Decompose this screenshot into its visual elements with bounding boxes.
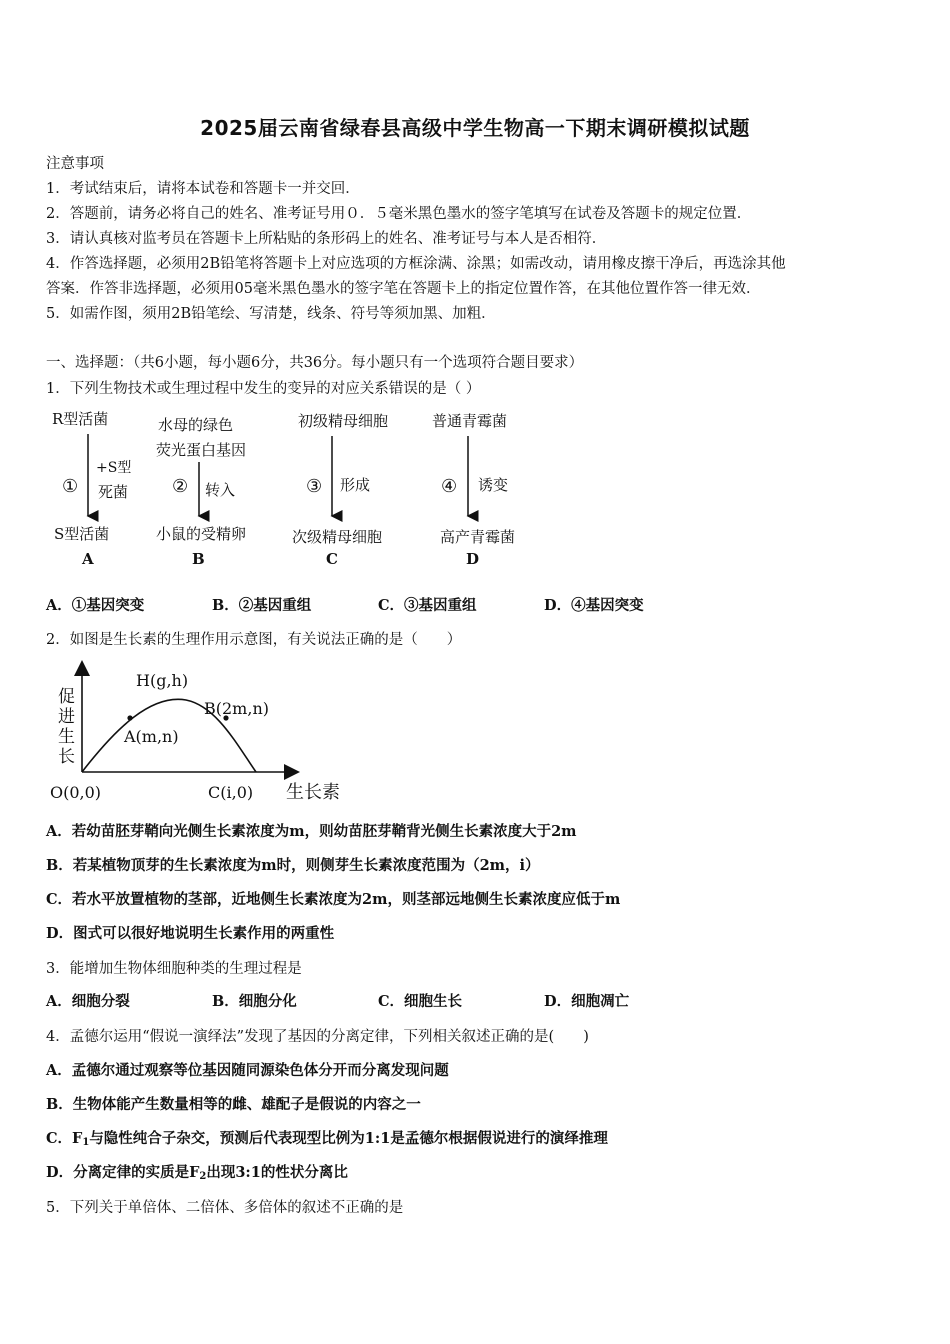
- label-c: C(i,0): [208, 783, 254, 802]
- question-4-option-d[interactable]: [46, 1161, 348, 1182]
- fig-a-num: ①: [62, 476, 79, 497]
- point-a-marker: [127, 715, 132, 720]
- fig-b-top2: 荧光蛋白基因: [156, 441, 247, 459]
- y-axis-label-1: 促: [58, 687, 75, 707]
- section-heading: 一、选择题：（共6小题，每小题6分，共36分。每小题只有一个选项符合题目要求）: [46, 355, 584, 371]
- label-a: A(m,n): [124, 727, 179, 746]
- option-d-post: 出现3:1的性状分离比: [206, 1164, 348, 1181]
- fig-b-top1: 水母的绿色: [158, 416, 234, 434]
- question-1-figure: [46, 404, 546, 574]
- fig-b-num: ②: [172, 476, 189, 497]
- fig-a-label1: +S型: [96, 460, 132, 476]
- question-3-stem: 3．能增加生物体细胞种类的生理过程是: [46, 961, 302, 977]
- fig-a-label2: 死菌: [98, 483, 129, 501]
- fig-c-label: 形成: [340, 476, 371, 494]
- fig-c-bottom: 次级精母细胞: [292, 528, 383, 546]
- label-h: H(g,h): [136, 671, 189, 690]
- fig-c-top: 初级精母细胞: [298, 412, 389, 430]
- option-c[interactable]: C．③基因重组: [378, 597, 477, 614]
- fig-c-num: ③: [306, 476, 323, 497]
- option-c[interactable]: C．细胞生长: [378, 993, 463, 1010]
- page-title: 2025届云南省绿春县高级中学生物高一下期末调研模拟试题: [200, 116, 750, 140]
- notice-item: 4．作答选择题，必须用2B铅笔将答题卡上对应选项的方框涂满、涂黑；如需改动，请用橡皮擦干净后，再选涂其他: [46, 256, 786, 272]
- y-axis-label-3: 生: [58, 727, 75, 747]
- notice-item: 2．答题前，请务必将自己的姓名、准考证号用０．５毫米黑色墨水的签字笔填写在试卷及答题卡的规定位置．: [46, 206, 752, 222]
- question-2-option-d[interactable]: D．图式可以很好地说明生长素作用的两重性: [46, 925, 335, 942]
- question-4-option-b[interactable]: B．生物体能产生数量相等的雌、雄配子是假说的内容之一: [46, 1096, 421, 1113]
- fig-a-letter: A: [82, 550, 94, 568]
- option-c-sub: 1: [82, 1137, 90, 1148]
- question-2-option-b[interactable]: B．若某植物顶芽的生长素浓度为m时，则侧芽生长素浓度范围为（2m，i）: [46, 857, 540, 874]
- question-2-option-c[interactable]: C．若水平放置植物的茎部，近地侧生长素浓度为2m，则茎部远地侧生长素浓度应低于m: [46, 891, 621, 908]
- fig-d-num: ④: [441, 476, 458, 497]
- fig-a-top: R型活菌: [52, 410, 109, 428]
- option-d-pre: D．分离定律的实质是F: [46, 1164, 200, 1181]
- question-4-stem: 4．孟德尔运用“假说一演绎法”发现了基因的分离定律，下列相关叙述正确的是( ): [46, 1029, 589, 1045]
- question-1-stem: 1．下列生物技术或生理过程中发生的变异的对应关系错误的是（ ）: [46, 381, 481, 397]
- question-4-option-a[interactable]: A．孟德尔通过观察等位基因随同源染色体分开而分离发现问题: [46, 1062, 449, 1079]
- question-4-option-c[interactable]: [46, 1127, 608, 1148]
- option-d[interactable]: D．④基因突变: [544, 597, 644, 614]
- notice-item: 1．考试结束后，请将本试卷和答题卡一并交回．: [46, 181, 360, 197]
- fig-d-top: 普通青霉菌: [432, 412, 508, 430]
- option-c-post: 与隐性纯合子杂交，预测后代表现型比例为1:1是孟德尔根据假说进行的演绎推理: [89, 1130, 608, 1147]
- option-a[interactable]: A．细胞分裂: [46, 993, 130, 1010]
- notice-item: 3．请认真核对监考员在答题卡上所粘贴的条形码上的姓名、准考证号与本人是否相符．: [46, 231, 607, 247]
- auxin-chart: [46, 658, 366, 808]
- fig-d-bottom: 高产青霉菌: [440, 528, 516, 546]
- option-d[interactable]: D．细胞凋亡: [544, 993, 630, 1010]
- option-b[interactable]: B．②基因重组: [212, 597, 312, 614]
- fig-c-letter: C: [326, 550, 338, 568]
- fig-a-bottom: S型活菌: [54, 525, 110, 543]
- fig-b-letter: B: [192, 550, 205, 568]
- notice-heading: 注意事项: [46, 156, 104, 172]
- notice-item: 答案．作答非选择题，必须用05毫米黑色墨水的签字笔在答题卡上的指定位置作答，在其他位置作答一律无效．: [46, 281, 761, 297]
- question-2-option-a[interactable]: A．若幼苗胚芽鞘向光侧生长素浓度为m，则幼苗胚芽鞘背光侧生长素浓度大于2m: [46, 823, 577, 840]
- fig-d-letter: D: [466, 550, 480, 568]
- y-axis-label-2: 进: [58, 707, 75, 727]
- fig-b-label: 转入: [205, 481, 236, 499]
- question-3-options: [46, 990, 710, 1011]
- option-c-pre: C．F: [46, 1130, 83, 1147]
- x-axis-label: 生长素: [286, 782, 340, 803]
- label-b: B(2m,n): [204, 699, 269, 718]
- option-a[interactable]: A．①基因突变: [46, 597, 145, 614]
- question-5-stem: 5．下列关于单倍体、二倍体、多倍体的叙述不正确的是: [46, 1200, 404, 1216]
- option-b[interactable]: B．细胞分化: [212, 993, 297, 1010]
- option-d-sub: 2: [199, 1171, 207, 1182]
- label-o: O(0,0): [50, 783, 102, 802]
- question-1-options: [46, 594, 710, 615]
- fig-b-bottom: 小鼠的受精卵: [156, 525, 247, 543]
- y-axis-label-4: 长: [58, 747, 75, 767]
- notice-item: 5．如需作图，须用2B铅笔绘、写清楚，线条、符号等须加黑、加粗．: [46, 306, 496, 322]
- fig-d-label: 诱变: [478, 476, 509, 494]
- question-2-stem: 2．如图是生长素的生理作用示意图，有关说法正确的是（ ）: [46, 632, 462, 648]
